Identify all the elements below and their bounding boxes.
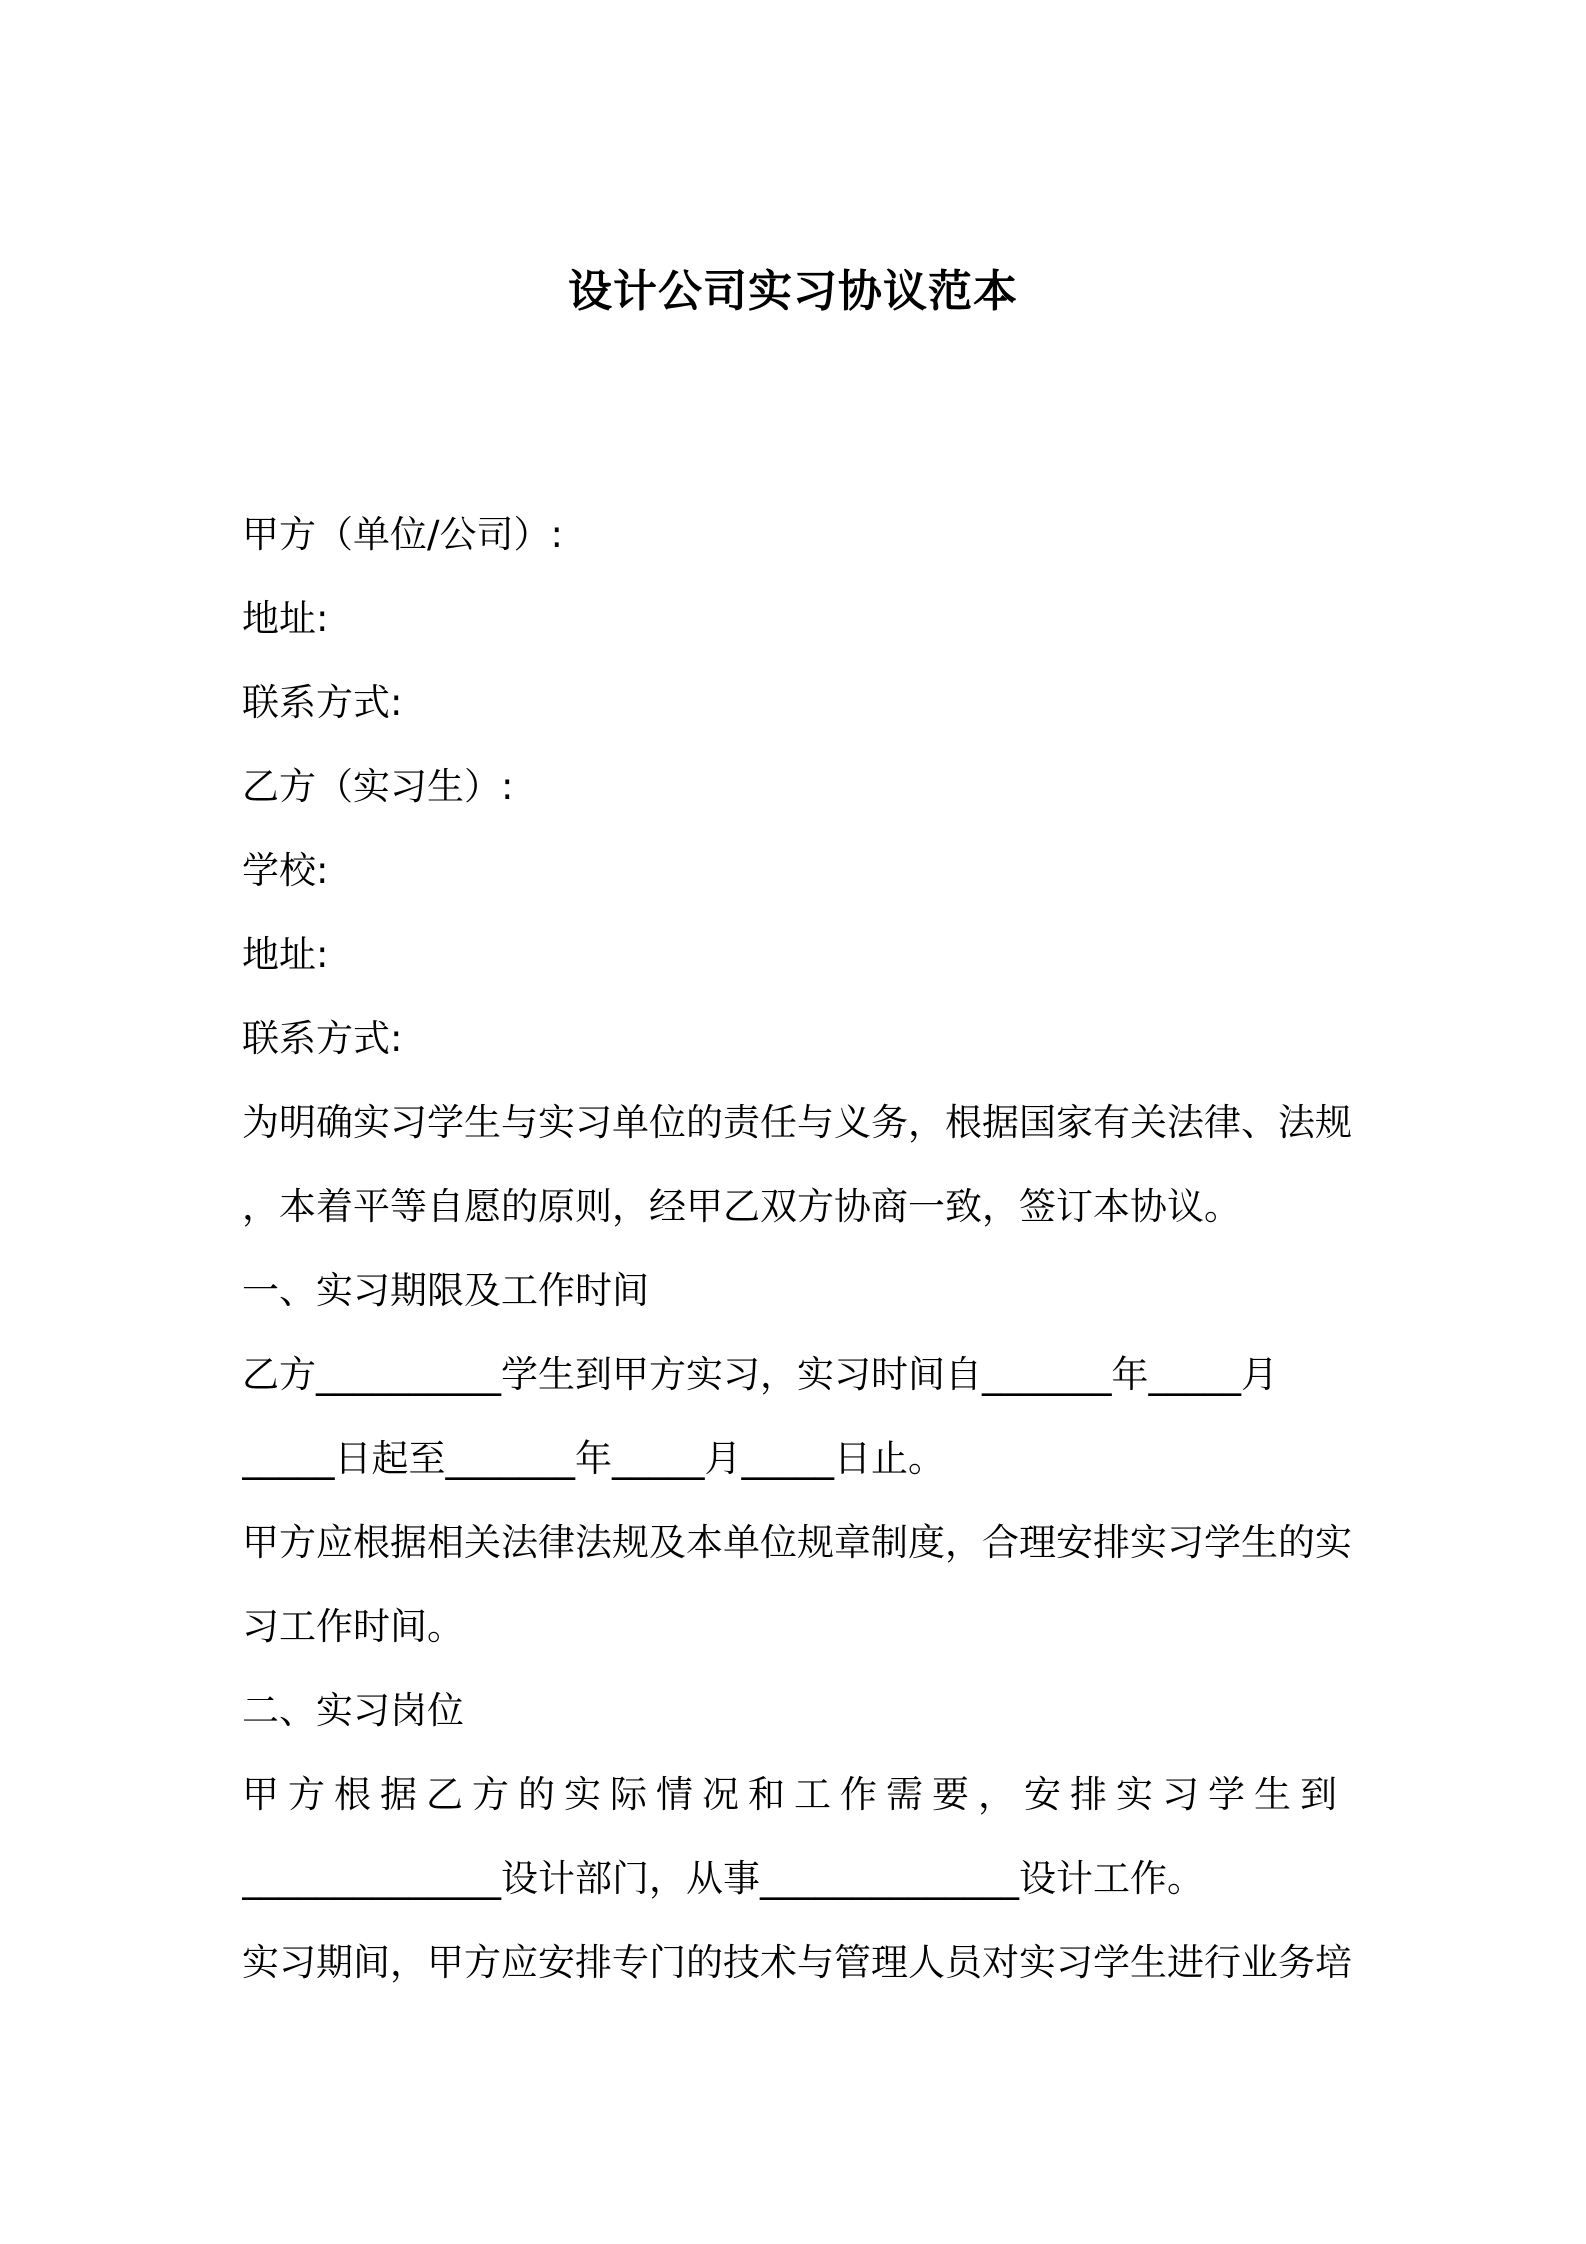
section-2-line-2: ______________设计部门，从事______________设计工作。 [242,1857,1204,1900]
party-a-contact-line: 联系方式: [242,681,403,724]
preamble-line-1: 为明确实习学生与实习单位的责任与义务，根据国家有关法律、法规 [242,1101,1352,1144]
party-b-contact-line: 联系方式: [242,1017,403,1060]
section-1-line-1: 乙方__________学生到甲方实习，实习时间自_______年_____月 [242,1353,1278,1396]
party-b-line: 乙方（实习生）: [242,765,514,808]
party-b-school-line: 学校: [242,849,329,892]
section-1-line-3: 甲方应根据相关法律法规及本单位规章制度，合理安排实习学生的实 [242,1521,1352,1564]
document-body [242,493,1352,2005]
preamble-line-2: ，本着平等自愿的原则，经甲乙双方协商一致，签订本协议。 [242,1185,1241,1228]
section-2-line-1: 甲方根据乙方的实际情况和工作需要，安排实习学生到 [242,1773,1346,1816]
section-1-line-4: 习工作时间。 [242,1605,464,1648]
party-a-address-line: 地址: [242,597,329,640]
section-heading-1: 一、实习期限及工作时间 [242,1269,649,1312]
party-b-address-line: 地址: [242,933,329,976]
section-2-line-3: 实习期间，甲方应安排专门的技术与管理人员对实习学生进行业务培 [242,1941,1352,1984]
party-a-line: 甲方（单位/公司）: [242,513,563,556]
document-title: 设计公司实习协议范本 [568,266,1018,317]
section-heading-2: 二、实习岗位 [242,1689,464,1732]
section-1-line-2: _____日起至_______年_____月_____日止。 [242,1437,945,1480]
